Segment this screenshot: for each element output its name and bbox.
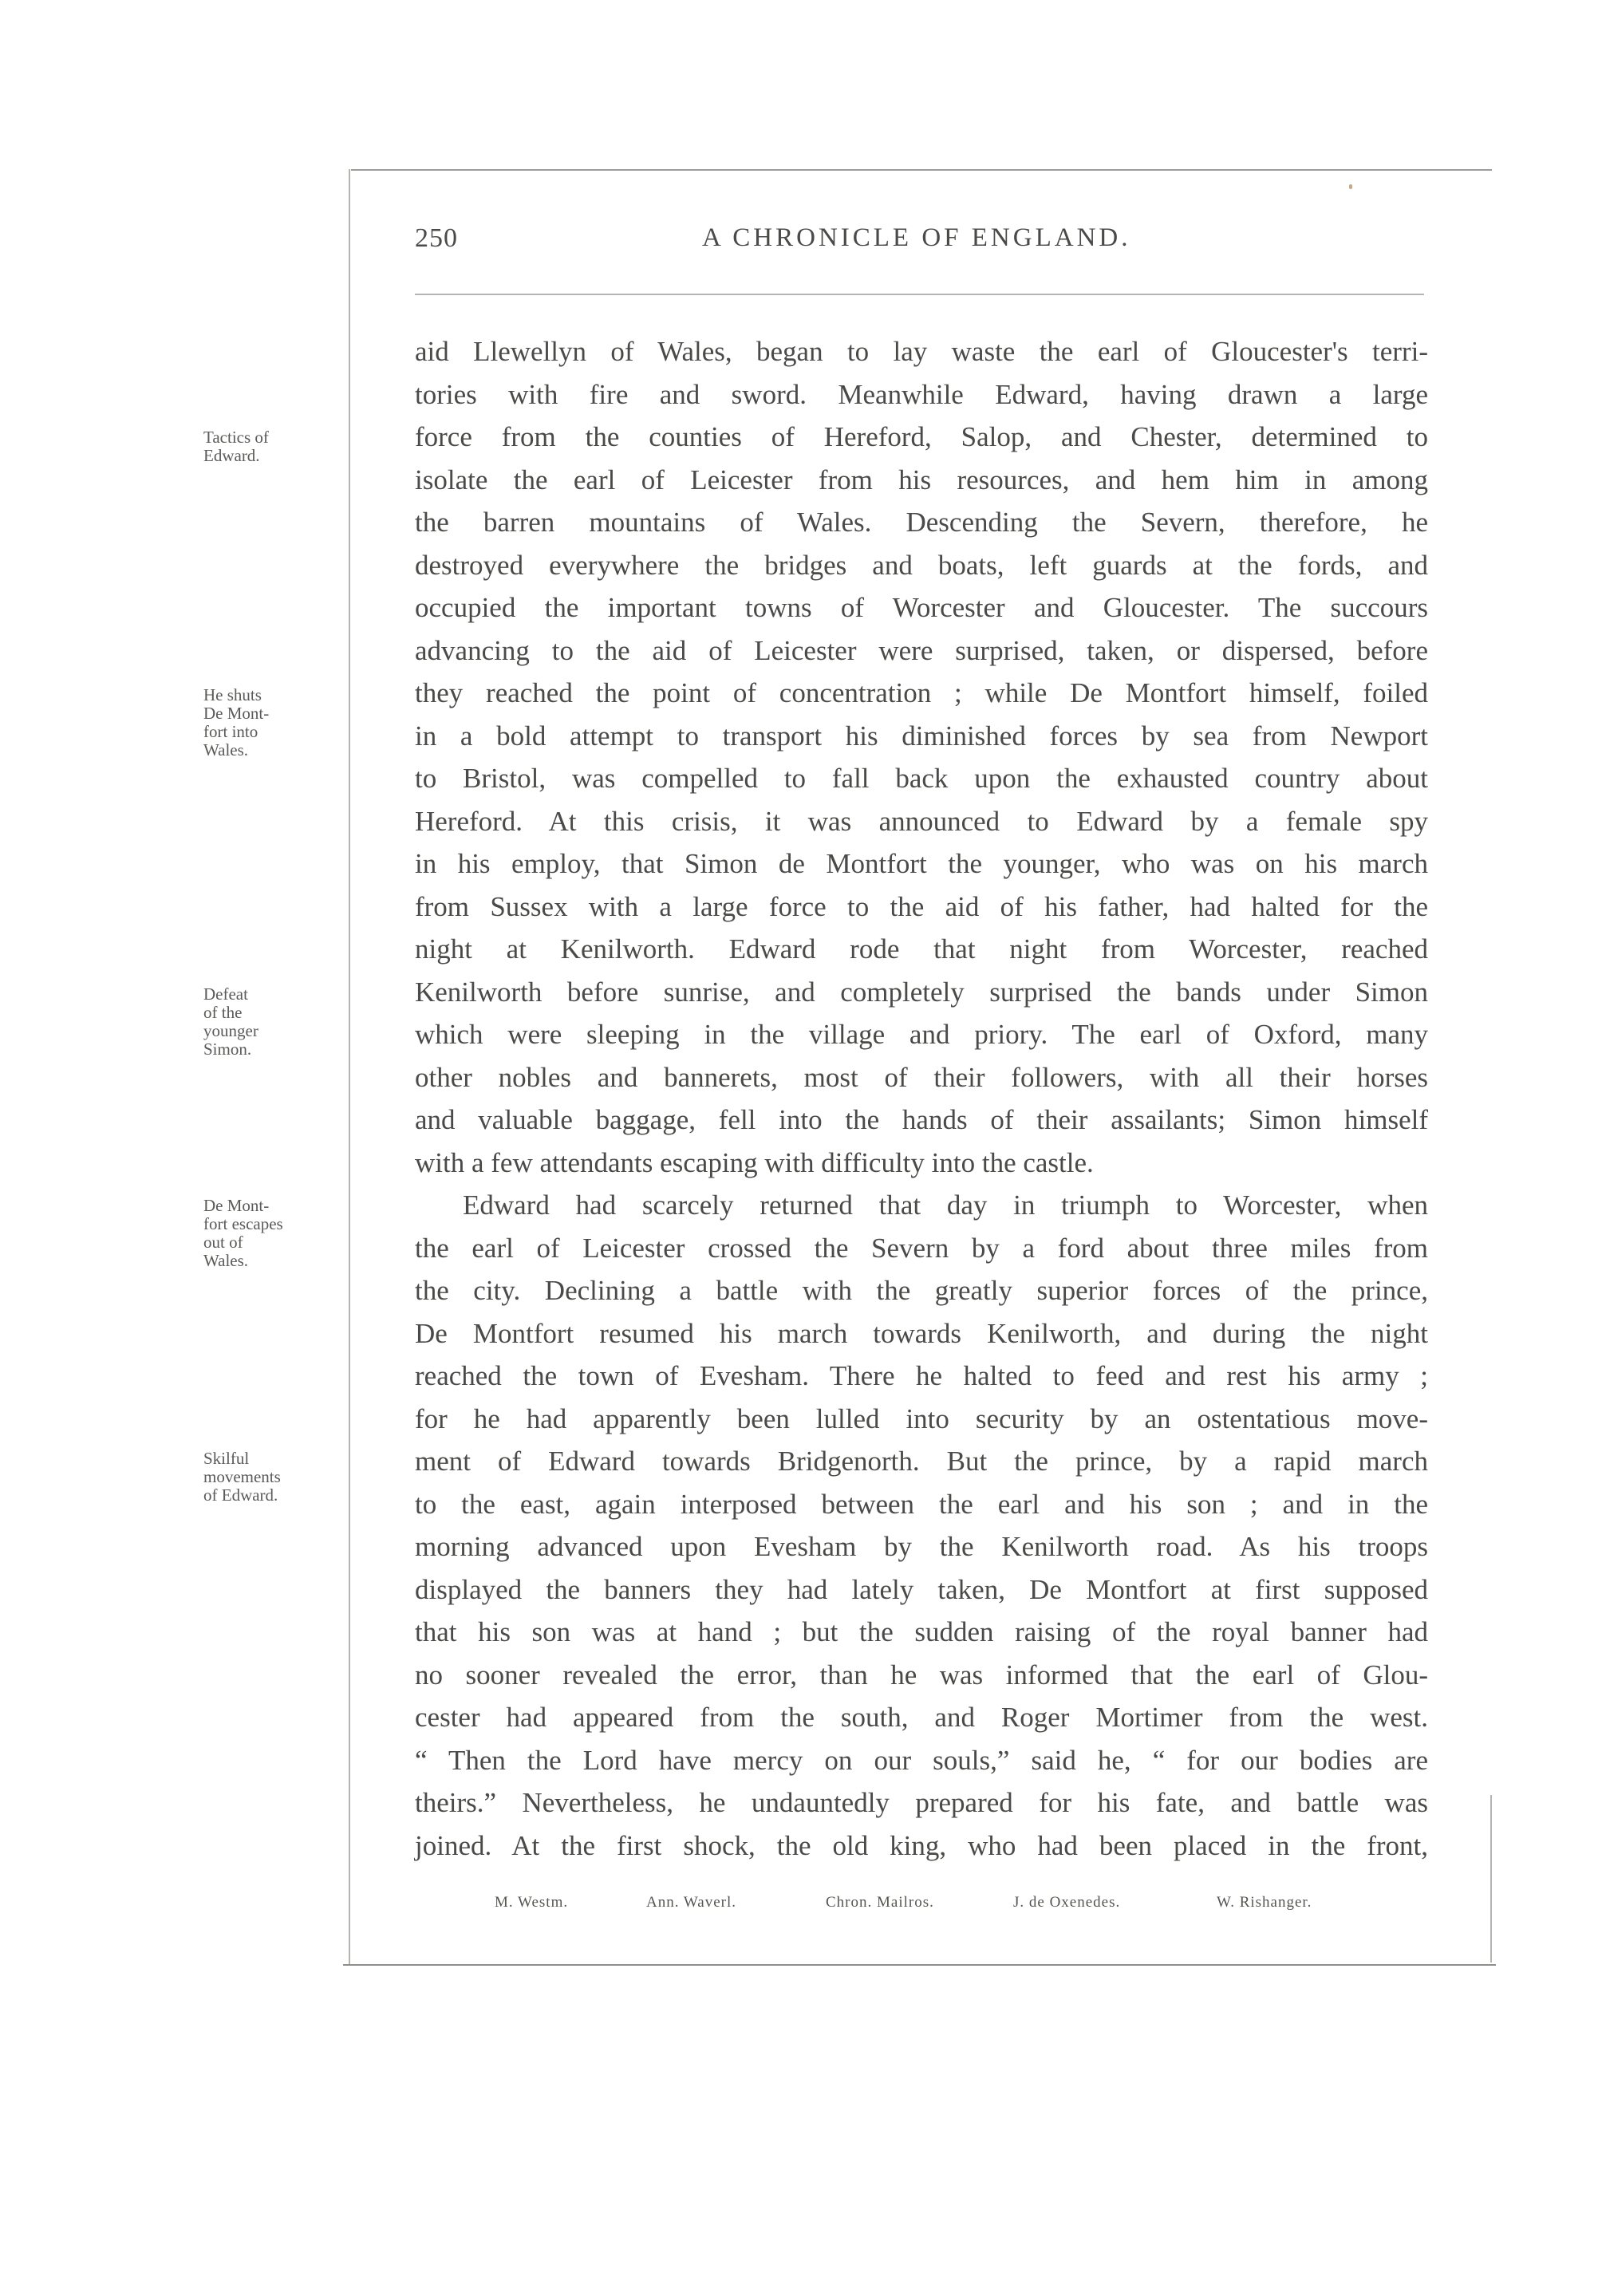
text-line: advancing to the aid of Leicester were surprised, taken, or dispersed, before: [415, 634, 1428, 666]
marginal-note-shuts-in-wales: [203, 686, 347, 759]
text-line: in a bold attempt to transport his diminished forces by sea from Newport: [415, 720, 1428, 752]
text-line: that his son was at hand ; but the sudden raising of the royal banner had: [415, 1616, 1428, 1647]
text-line: cester had appeared from the south, and Roger Mortimer from the west.: [415, 1702, 1428, 1733]
text-line: reached the town of Evesham. There he halted to feed and rest his army ;: [415, 1360, 1428, 1391]
text-line: force from the counties of Hereford, Salop, and Chester, determined to: [415, 421, 1428, 452]
page-number: 250: [415, 223, 458, 253]
marginal-note-line: Defeat: [203, 984, 248, 1004]
text-line: “ Then the Lord have mercy on our souls,” said he, “ for our bodies are: [415, 1744, 1428, 1776]
marginal-note-line: De Mont-: [203, 704, 270, 723]
text-line: Hereford. At this crisis, it was announced to Edward by a female spy: [415, 805, 1428, 837]
citation: Chron. Mailros.: [826, 1894, 934, 1911]
citation: W. Rishanger.: [1217, 1894, 1312, 1911]
marginal-note-line: Wales.: [203, 740, 249, 759]
text-line: from Sussex with a large force to the aid of his father, had halted for the: [415, 890, 1428, 922]
text-line: no sooner revealed the error, than he was informed that the earl of Glou-: [415, 1659, 1428, 1690]
marginal-note-skilful-movements: [203, 1450, 347, 1505]
text-line: and valuable baggage, fell into the hands of their assailants; Simon himself: [415, 1104, 1428, 1135]
text-line: ment of Edward towards Bridgenorth. But the prince, by a rapid march: [415, 1446, 1428, 1477]
text-line: isolate the earl of Leicester from his resources, and hem him in among: [415, 464, 1428, 495]
marginal-note-tactics: [203, 428, 347, 465]
ink-speck: [1349, 184, 1352, 189]
marginal-note-line: of Edward.: [203, 1485, 278, 1505]
marginal-note-line: fort into: [203, 722, 258, 741]
text-line: for he had apparently been lulled into security by an ostentatious move-: [415, 1402, 1428, 1434]
text-line: tories with fire and sword. Meanwhile Edward, having drawn a large: [415, 378, 1428, 410]
text-line: theirs.” Nevertheless, he undauntedly prepared for his fate, and battle was: [415, 1787, 1428, 1818]
page-frame-top-rule: [351, 169, 1492, 171]
marginal-note-line: Edward.: [203, 446, 260, 465]
citation: Ann. Waverl.: [646, 1894, 737, 1911]
page-frame-bottom-rule: [343, 1964, 1496, 1966]
marginal-note-line: Skilful: [203, 1449, 250, 1468]
marginal-note-line: of the: [203, 1003, 243, 1022]
body-text: [415, 330, 1428, 1867]
marginal-note-line: younger: [203, 1021, 258, 1040]
text-line: occupied the important towns of Worcester and Gloucester. The succours: [415, 592, 1428, 623]
text-line: which were sleeping in the village and priory. The earl of Oxford, many: [415, 1019, 1428, 1050]
running-head: [415, 223, 1428, 263]
text-line: aid Llewellyn of Wales, began to lay waste the earl of Gloucester's terri-: [415, 336, 1428, 367]
citation: M. Westm.: [495, 1894, 569, 1911]
marginal-note-line: out of: [203, 1233, 243, 1252]
text-line: the earl of Leicester crossed the Severn by a ford about three miles from: [415, 1232, 1428, 1264]
marginal-note-line: He shuts: [203, 685, 262, 704]
text-line: De Montfort resumed his march towards Kenilworth, and during the night: [415, 1317, 1428, 1349]
marginal-note-line: movements: [203, 1467, 281, 1486]
page-frame-right-rule: [1490, 1795, 1492, 1963]
marginal-note-defeat: [203, 985, 347, 1059]
text-line: in his employ, that Simon de Montfort the younger, who was on his march: [415, 848, 1428, 879]
marginal-note-line: Tactics of: [203, 428, 269, 447]
header-rule: [415, 294, 1424, 295]
citation: J. de Oxenedes.: [1013, 1894, 1121, 1911]
text-line: the barren mountains of Wales. Descending the Severn, therefore, he: [415, 507, 1428, 538]
text-line: to Bristol, was compelled to fall back upon the exhausted country about: [415, 763, 1428, 794]
page-title: A CHRONICLE OF ENGLAND.: [702, 223, 1131, 252]
text-line: other nobles and bannerets, most of their followers, with all their horses: [415, 1061, 1428, 1093]
marginal-note-line: fort escapes: [203, 1214, 283, 1233]
text-line: night at Kenilworth. Edward rode that night from Worcester, reached: [415, 933, 1428, 965]
text-line: Kenilworth before sunrise, and completely surprised the bands under Simon: [415, 976, 1428, 1008]
text-line: displayed the banners they had lately taken, De Montfort at first supposed: [415, 1573, 1428, 1605]
text-line: Edward had scarcely returned that day in triumph to Worcester, when: [463, 1189, 1428, 1221]
text-line: the city. Declining a battle with the greatly superior forces of the prince,: [415, 1275, 1428, 1306]
text-line: to the east, again interposed between the earl and his son ; and in the: [415, 1488, 1428, 1520]
marginal-note-escapes: [203, 1197, 347, 1270]
marginal-note-line: De Mont-: [203, 1196, 270, 1215]
text-line: they reached the point of concentration ; while De Montfort himself, foiled: [415, 677, 1428, 708]
text-line: joined. At the first shock, the old king, who had been placed in the front,: [415, 1829, 1428, 1861]
page-frame-left-rule: [349, 169, 350, 1964]
text-line: with a few attendants escaping with difficulty into the castle.: [415, 1146, 1094, 1178]
marginal-note-line: Wales.: [203, 1251, 249, 1270]
marginal-note-line: Simon.: [203, 1040, 252, 1059]
text-line: destroyed everywhere the bridges and boats, left guards at the fords, and: [415, 549, 1428, 581]
text-line: morning advanced upon Evesham by the Kenilworth road. As his troops: [415, 1531, 1428, 1562]
